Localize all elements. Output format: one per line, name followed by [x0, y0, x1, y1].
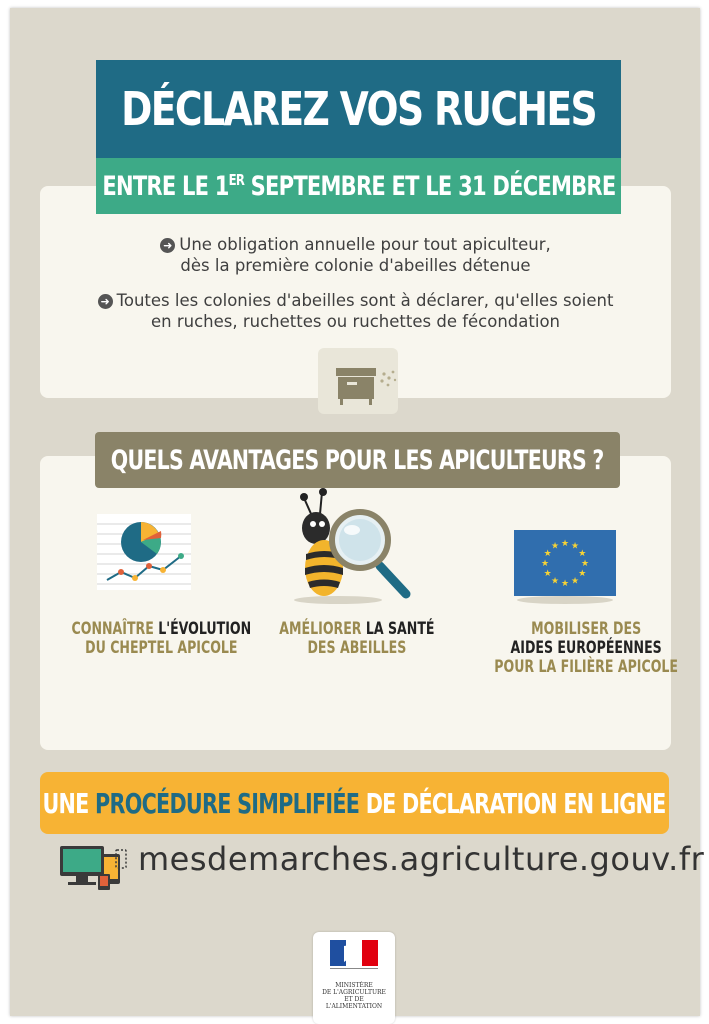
arrow-right-icon: ➜ [98, 294, 113, 309]
eu-star-icon: ★ [560, 579, 570, 589]
ministry-name: MINISTÈRE DE L'AGRICULTURE ET DE L'ALIMENTATION [322, 982, 386, 1010]
bullet-item: ➜ Toutes les colonies d'abeilles sont à déclarer, qu'elles soient en ruches, ruchettes ou ruchettes de fécondation [40, 290, 671, 332]
date-range: ENTRE LE 1ER SEPTEMBRE ET LE 31 DÉCEMBRE [101, 170, 616, 202]
marianne-flag-icon [330, 940, 378, 974]
page-title: DÉCLAREZ VOS RUCHES [121, 82, 596, 136]
bee-magnifier-icon [282, 488, 414, 604]
arrow-right-icon: ➜ [160, 238, 175, 253]
eu-star-icon: ★ [570, 576, 580, 587]
advantage-caption: AMÉLIORER LA SANTÉ DES ABEILLES [279, 619, 435, 658]
eu-star-icon: ★ [540, 559, 550, 569]
website-link[interactable]: mesdemarches.agriculture.gouv.fr [138, 840, 705, 878]
eu-star-icon: ★ [560, 539, 570, 549]
eu-star-icon: ★ [578, 549, 587, 559]
eu-flag-icon [512, 528, 618, 604]
beehive-icon-box [318, 348, 398, 414]
procedure-text: UNE PROCÉDURE SIMPLIFIÉE DE DÉCLARATION EN LIGNE [42, 786, 667, 820]
eu-star-icon: ★ [550, 576, 560, 587]
title-banner [96, 60, 621, 158]
eu-star-icon: ★ [580, 559, 590, 569]
devices-icon [56, 844, 128, 894]
procedure-banner [40, 772, 669, 834]
eu-star-icon: ★ [543, 549, 552, 559]
eu-star-icon: ★ [550, 541, 560, 552]
bullet-item: ➜ Une obligation annuelle pour tout apiculteur, dès la première colonie d'abeilles détenue [40, 234, 671, 276]
beehive-icon [318, 348, 398, 414]
eu-star-icon: ★ [543, 569, 552, 579]
ministry-logo [313, 932, 395, 1024]
eu-star-icon: ★ [570, 541, 580, 552]
advantage-caption: CONNAÎTRE L'ÉVOLUTION DU CHEPTEL APICOLE [71, 619, 252, 658]
date-banner [96, 158, 621, 214]
advantage-caption: MOBILISER DES AIDES EUROPÉENNES POUR LA FILIÈRE APICOLE [494, 619, 679, 677]
chart-icon [95, 512, 193, 594]
advantages-banner [95, 432, 620, 488]
advantages-heading: QUELS AVANTAGES POUR LES APICULTEURS ? [111, 444, 604, 476]
eu-star-icon: ★ [578, 569, 587, 579]
